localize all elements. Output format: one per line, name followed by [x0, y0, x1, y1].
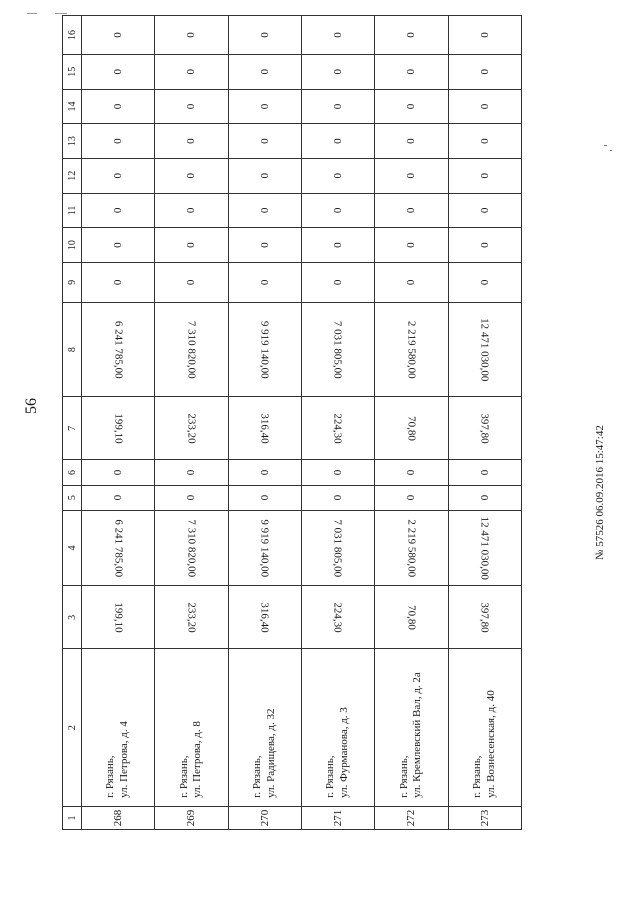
value-cell: 0 [301, 262, 374, 302]
value-cell: 0 [228, 124, 301, 159]
column-header: 15 [63, 54, 82, 89]
area-cell: 233,20 [155, 397, 228, 460]
column-header: 10 [63, 228, 82, 263]
value-cell: 0 [228, 54, 301, 89]
value-cell: 0 [155, 193, 228, 228]
value-cell: 0 [448, 89, 521, 124]
row-id-cell: 271 [301, 806, 374, 829]
column-header: 3 [63, 586, 82, 649]
area-cell: 233,20 [155, 586, 228, 649]
value-cell: 0 [375, 193, 448, 228]
value-cell: 0 [155, 158, 228, 193]
area-cell: 224,30 [301, 397, 374, 460]
value-cell: 0 [155, 485, 228, 510]
value-cell: 0 [301, 124, 374, 159]
value-cell: 0 [82, 89, 155, 124]
value-cell: 7 031 805,00 [301, 302, 374, 397]
value-cell: 0 [155, 262, 228, 302]
table-row [448, 16, 521, 830]
value-cell: 0 [82, 460, 155, 485]
value-cell: 0 [228, 89, 301, 124]
address-city: г. Рязань, [104, 755, 117, 798]
value-cell: 2 219 580,00 [375, 302, 448, 397]
scan-mark [55, 13, 67, 14]
address-street: ул. Фурманова, д. 3 [338, 707, 351, 798]
value-cell: 0 [375, 158, 448, 193]
value-cell: 0 [375, 89, 448, 124]
value-cell: 0 [82, 54, 155, 89]
address-street: ул. Кремлевский Вал, д. 2а [411, 672, 424, 798]
scan-mark [604, 145, 607, 146]
value-cell: 0 [155, 460, 228, 485]
table-row [301, 16, 374, 830]
value-cell: 0 [448, 158, 521, 193]
area-cell: 224,30 [301, 586, 374, 649]
value-cell: 0 [301, 54, 374, 89]
value-cell: 0 [82, 228, 155, 263]
area-cell: 70,80 [375, 586, 448, 649]
address-cell [228, 649, 301, 807]
value-cell: 0 [82, 16, 155, 55]
value-cell: 7 310 820,00 [155, 510, 228, 586]
address-street: ул. Петрова, д. 4 [118, 721, 131, 798]
value-cell: 0 [375, 124, 448, 159]
column-header: 6 [63, 460, 82, 485]
row-id-cell: 273 [448, 806, 521, 829]
column-header: 9 [63, 262, 82, 302]
value-cell: 0 [82, 485, 155, 510]
value-cell: 0 [82, 193, 155, 228]
scan-mark [610, 150, 612, 151]
value-cell: 9 919 140,00 [228, 302, 301, 397]
value-cell: 0 [155, 228, 228, 263]
area-cell: 397,80 [448, 397, 521, 460]
value-cell: 0 [448, 228, 521, 263]
value-cell: 0 [375, 262, 448, 302]
column-header: 12 [63, 158, 82, 193]
address-cell [301, 649, 374, 807]
value-cell: 2 219 580,00 [375, 510, 448, 586]
value-cell: 0 [448, 460, 521, 485]
value-cell: 0 [301, 485, 374, 510]
value-cell: 0 [301, 158, 374, 193]
value-cell: 0 [301, 89, 374, 124]
table-header-row [63, 16, 82, 830]
table-body [82, 16, 522, 830]
value-cell: 0 [228, 485, 301, 510]
column-header: 5 [63, 485, 82, 510]
column-header: 4 [63, 510, 82, 586]
area-cell: 397,80 [448, 586, 521, 649]
area-cell: 199,10 [82, 586, 155, 649]
value-cell: 0 [228, 193, 301, 228]
address-cell [448, 649, 521, 807]
value-cell: 0 [375, 54, 448, 89]
column-header: 2 [63, 649, 82, 807]
address-cell [155, 649, 228, 807]
address-city: г. Рязань, [397, 755, 410, 798]
address-city: г. Рязань, [324, 755, 337, 798]
table-row [82, 16, 155, 830]
value-cell: 0 [375, 485, 448, 510]
value-cell: 0 [301, 16, 374, 55]
row-id-cell: 268 [82, 806, 155, 829]
value-cell: 0 [448, 485, 521, 510]
table-row [155, 16, 228, 830]
page-number: 56 [23, 398, 40, 414]
value-cell: 12 471 030,00 [448, 510, 521, 586]
address-street: ул. Петрова, д. 8 [191, 721, 204, 798]
address-cell [82, 649, 155, 807]
table-row [375, 16, 448, 830]
area-cell: 316,40 [228, 586, 301, 649]
value-cell: 7 310 820,00 [155, 302, 228, 397]
value-cell: 0 [82, 158, 155, 193]
column-header: 14 [63, 89, 82, 124]
value-cell: 0 [82, 262, 155, 302]
value-cell: 0 [301, 460, 374, 485]
address-street: ул. Радищева, д. 32 [264, 708, 277, 798]
value-cell: 0 [228, 158, 301, 193]
row-id-cell: 270 [228, 806, 301, 829]
value-cell: 0 [375, 228, 448, 263]
column-header: 8 [63, 302, 82, 397]
value-cell: 0 [448, 16, 521, 55]
value-cell: 0 [301, 193, 374, 228]
value-cell: 0 [448, 124, 521, 159]
address-city: г. Рязань, [471, 755, 484, 798]
value-cell: 0 [155, 89, 228, 124]
value-cell: 0 [155, 16, 228, 55]
address-street: ул. Вознесенская, д. 40 [484, 690, 497, 798]
value-cell: 0 [301, 228, 374, 263]
value-cell: 0 [448, 262, 521, 302]
value-cell: 0 [228, 16, 301, 55]
area-cell: 70,80 [375, 397, 448, 460]
value-cell: 0 [228, 228, 301, 263]
area-cell: 316,40 [228, 397, 301, 460]
row-id-cell: 269 [155, 806, 228, 829]
area-cell: 199,10 [82, 397, 155, 460]
column-header: 11 [63, 193, 82, 228]
address-cell [375, 649, 448, 807]
value-cell: 6 241 785,00 [82, 302, 155, 397]
value-cell: 12 471 030,00 [448, 302, 521, 397]
address-city: г. Рязань, [177, 755, 190, 798]
table-row [228, 16, 301, 830]
value-cell: 6 241 785,00 [82, 510, 155, 586]
document-table [62, 15, 522, 830]
column-header: 1 [63, 806, 82, 829]
value-cell: 9 919 140,00 [228, 510, 301, 586]
value-cell: 0 [82, 124, 155, 159]
registration-stamp: № 57526 06.09.2016 15:47:42 [594, 425, 606, 560]
value-cell: 0 [155, 54, 228, 89]
column-header: 13 [63, 124, 82, 159]
value-cell: 0 [228, 460, 301, 485]
value-cell: 0 [375, 16, 448, 55]
row-id-cell: 272 [375, 806, 448, 829]
value-cell: 7 031 805,00 [301, 510, 374, 586]
data-table [62, 15, 522, 830]
column-header: 16 [63, 16, 82, 55]
scan-mark [27, 13, 37, 14]
value-cell: 0 [448, 193, 521, 228]
column-header: 7 [63, 397, 82, 460]
value-cell: 0 [448, 54, 521, 89]
value-cell: 0 [228, 262, 301, 302]
value-cell: 0 [375, 460, 448, 485]
value-cell: 0 [155, 124, 228, 159]
address-city: г. Рязань, [251, 755, 264, 798]
